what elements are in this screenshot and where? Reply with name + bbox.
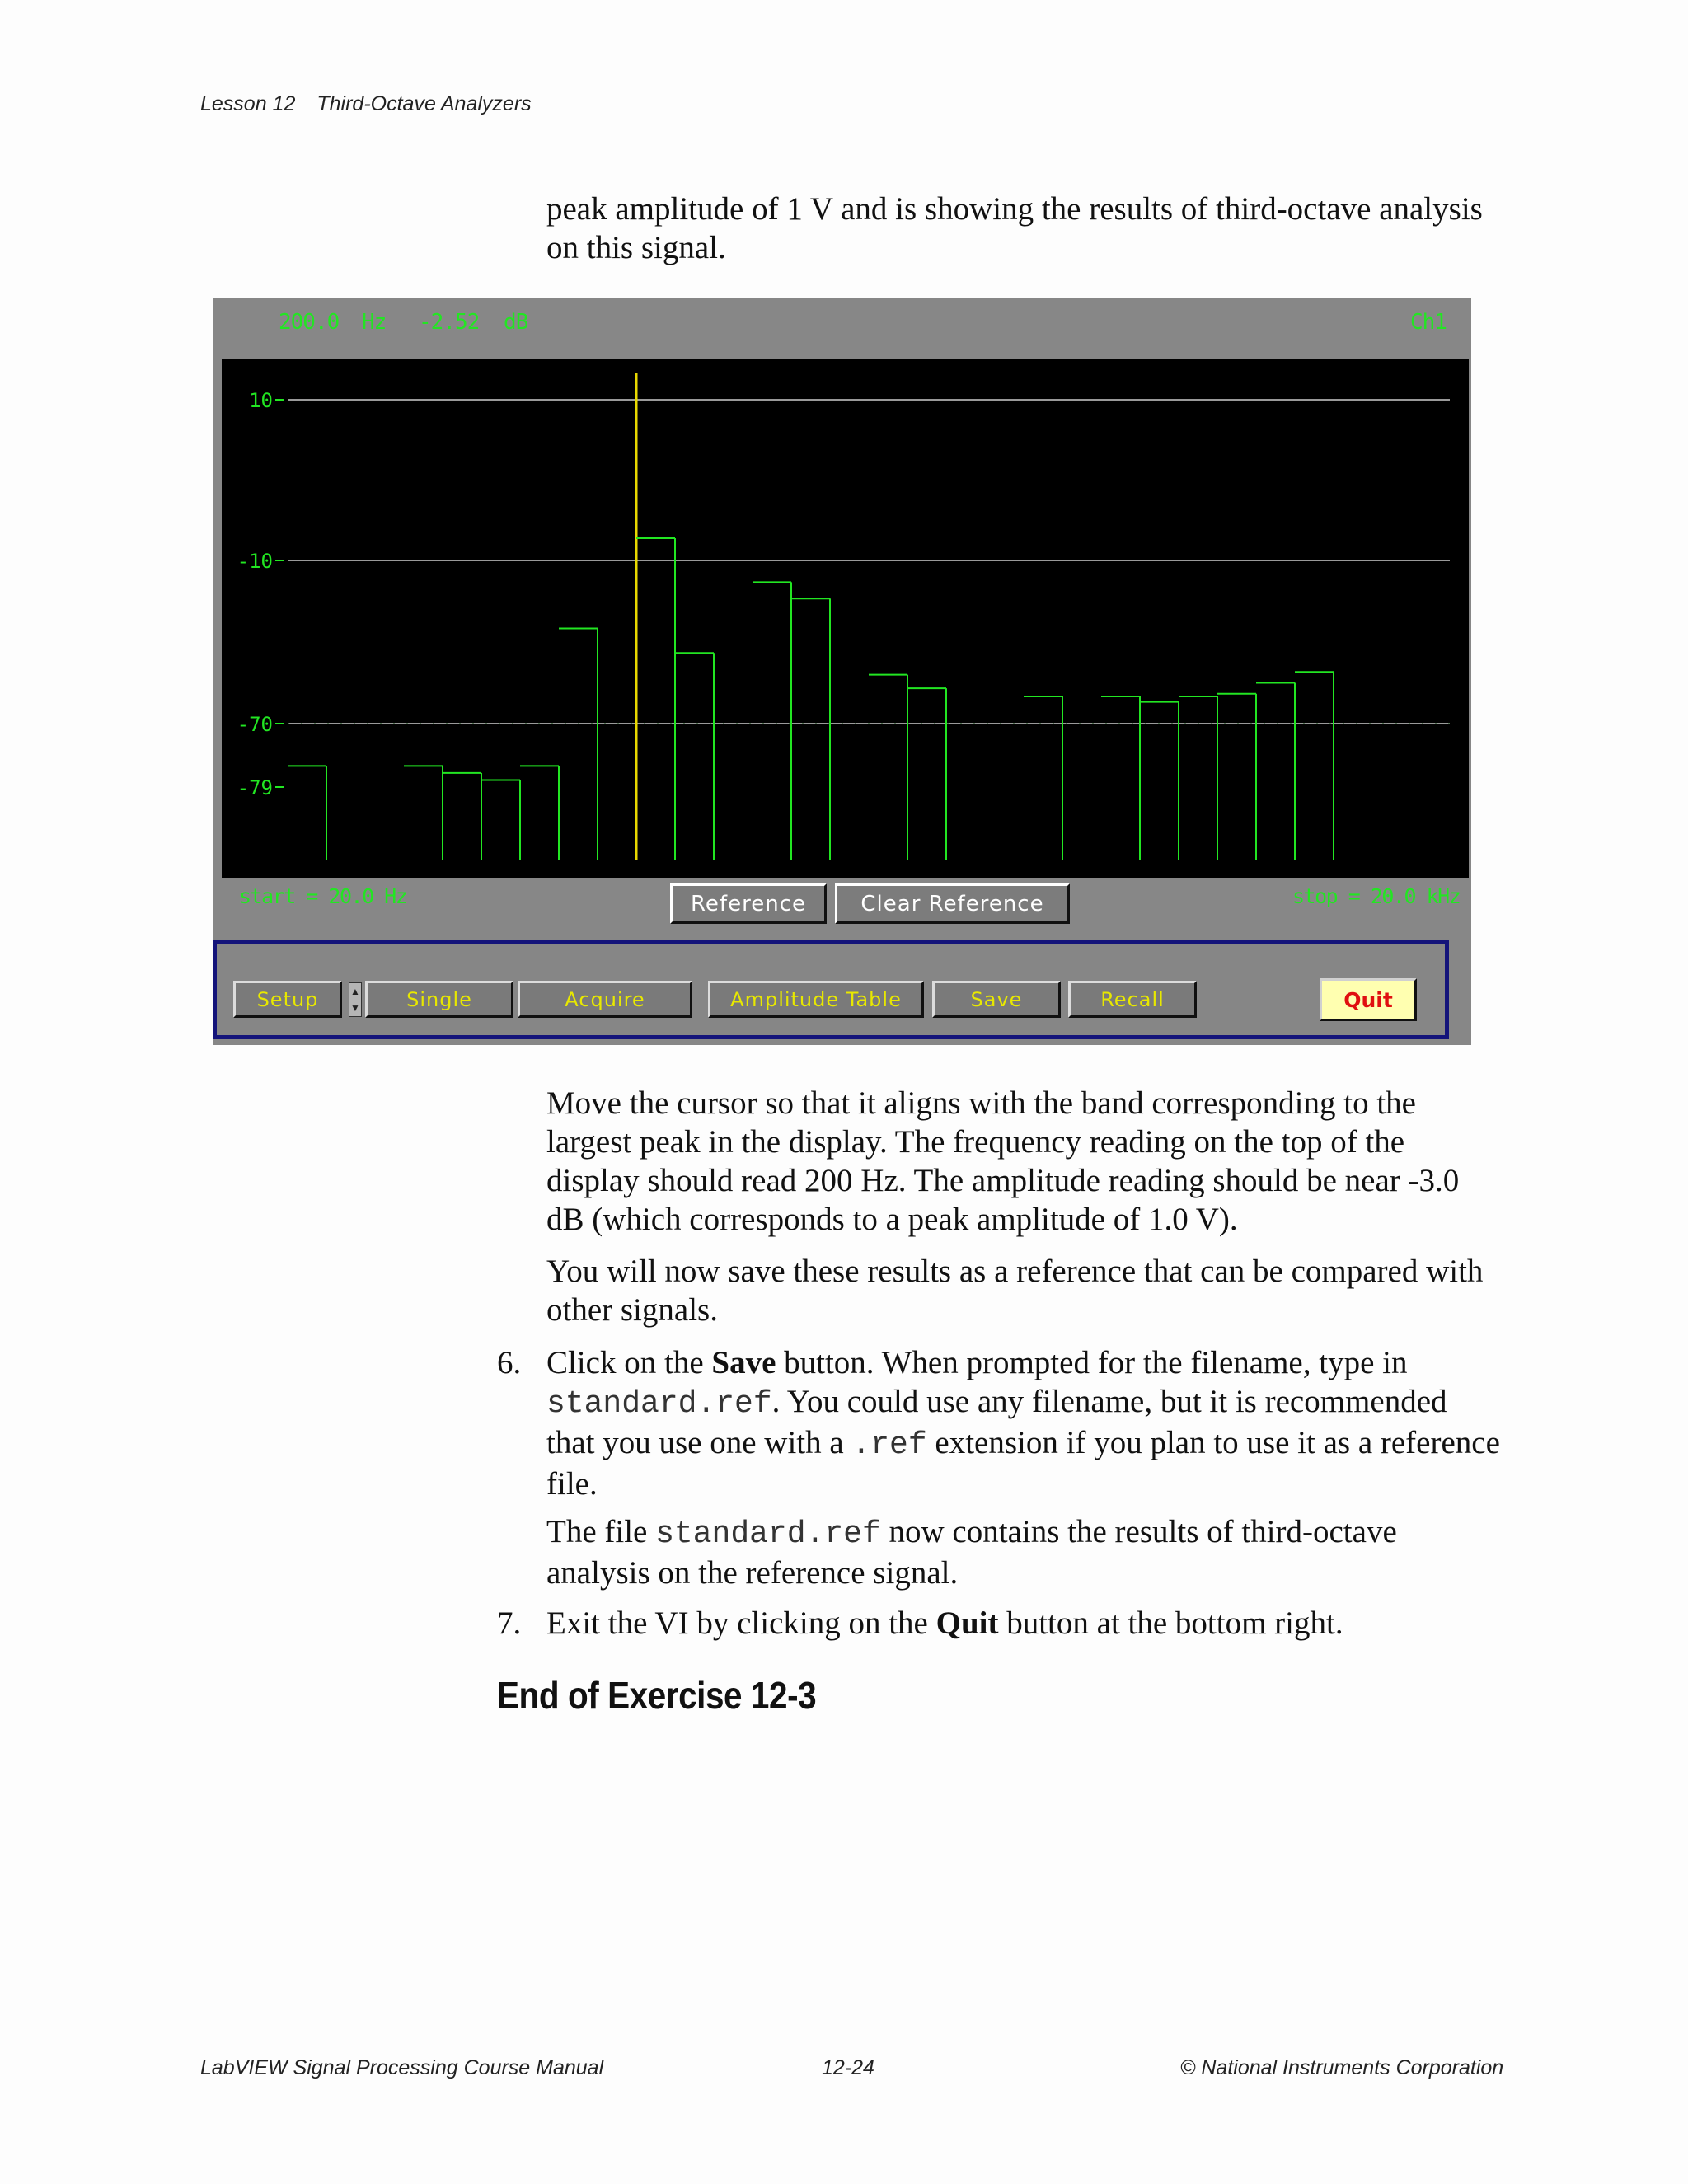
setup-button[interactable]: Setup: [233, 981, 342, 1018]
spectrum-graph[interactable]: [222, 359, 1469, 878]
amplitude-table-button[interactable]: Amplitude Table: [708, 981, 924, 1018]
save-button[interactable]: Save: [932, 981, 1061, 1018]
freq-unit: Hz: [362, 310, 387, 335]
y-tick-label: -10: [237, 550, 273, 573]
step-7-number: 7.: [497, 1605, 522, 1641]
lesson-number: Lesson 12: [200, 92, 296, 115]
spectrum-chart: [222, 359, 1469, 878]
step-6: 6. Click on the Save button. When prompted for the filename, type in standard.ref. You could use any filename, but it is recommended that you use one with a .ref extension if you plan to use it as a reference file.: [497, 1345, 1500, 1502]
footer-page-number: 12-24: [822, 2056, 874, 2079]
quit-button[interactable]: Quit: [1320, 978, 1417, 1021]
reference-button[interactable]: Reference: [670, 883, 827, 924]
spinner-up-icon[interactable]: ▲: [350, 986, 360, 997]
control-bar: [213, 940, 1449, 1039]
filename-code: standard.ref: [546, 1386, 772, 1422]
footer-copyright: © National Instruments Corporation: [1180, 2056, 1504, 2079]
save-keyword: Save: [711, 1345, 776, 1380]
y-tick-label: 10: [249, 389, 273, 412]
clear-reference-button[interactable]: Clear Reference: [835, 883, 1070, 924]
single-button[interactable]: Single: [365, 981, 513, 1018]
y-tick-label: -70: [237, 713, 273, 736]
amp-unit: dB: [504, 310, 528, 335]
analyzer-panel: [213, 298, 1471, 1045]
y-tick-label: -79: [237, 776, 273, 799]
channel-label: Ch1: [1410, 310, 1447, 335]
intro-paragraph: peak amplitude of 1 V and is showing the results of third-octave analysis on this signal.: [546, 191, 1483, 265]
acquire-button[interactable]: Acquire: [518, 981, 692, 1018]
lesson-title: Third-Octave Analyzers: [316, 92, 532, 115]
spinner-down-icon[interactable]: ▼: [350, 1002, 360, 1014]
step-7: 7. Exit the VI by clicking on the Quit button at the bottom right.: [497, 1605, 1343, 1641]
running-header: [200, 92, 532, 116]
end-of-exercise-heading: End of Exercise 12-3: [497, 1674, 817, 1717]
stop-frequency-label: stop = 20.0 kHz: [1292, 884, 1461, 908]
freq-readout: 200.0: [279, 310, 340, 335]
step-6-number: 6.: [497, 1345, 522, 1380]
start-frequency-label: start = 20.0 Hz: [239, 884, 407, 908]
paragraph-save-intro: You will now save these results as a reference that can be compared with other signals.: [546, 1254, 1484, 1328]
mode-spinner[interactable]: [349, 982, 362, 1017]
footer-manual-title: LabVIEW Signal Processing Course Manual: [200, 2056, 604, 2079]
paragraph-cursor: Move the cursor so that it aligns with the band corresponding to the largest peak in the display. The frequency reading on the top of the display should read 200 Hz. The amplitude reading should be near -3.0 dB (which corresponds to a peak amplitude of 1.0 V).: [546, 1085, 1460, 1237]
recall-button[interactable]: Recall: [1068, 981, 1197, 1018]
extension-code: .ref: [851, 1427, 927, 1463]
amp-readout: -2.52: [419, 310, 480, 335]
paragraph-file-contents: The file standard.ref now contains the results of third-octave analysis on the reference signal.: [546, 1514, 1397, 1591]
quit-keyword: Quit: [935, 1605, 999, 1641]
filename-code-2: standard.ref: [655, 1516, 881, 1552]
